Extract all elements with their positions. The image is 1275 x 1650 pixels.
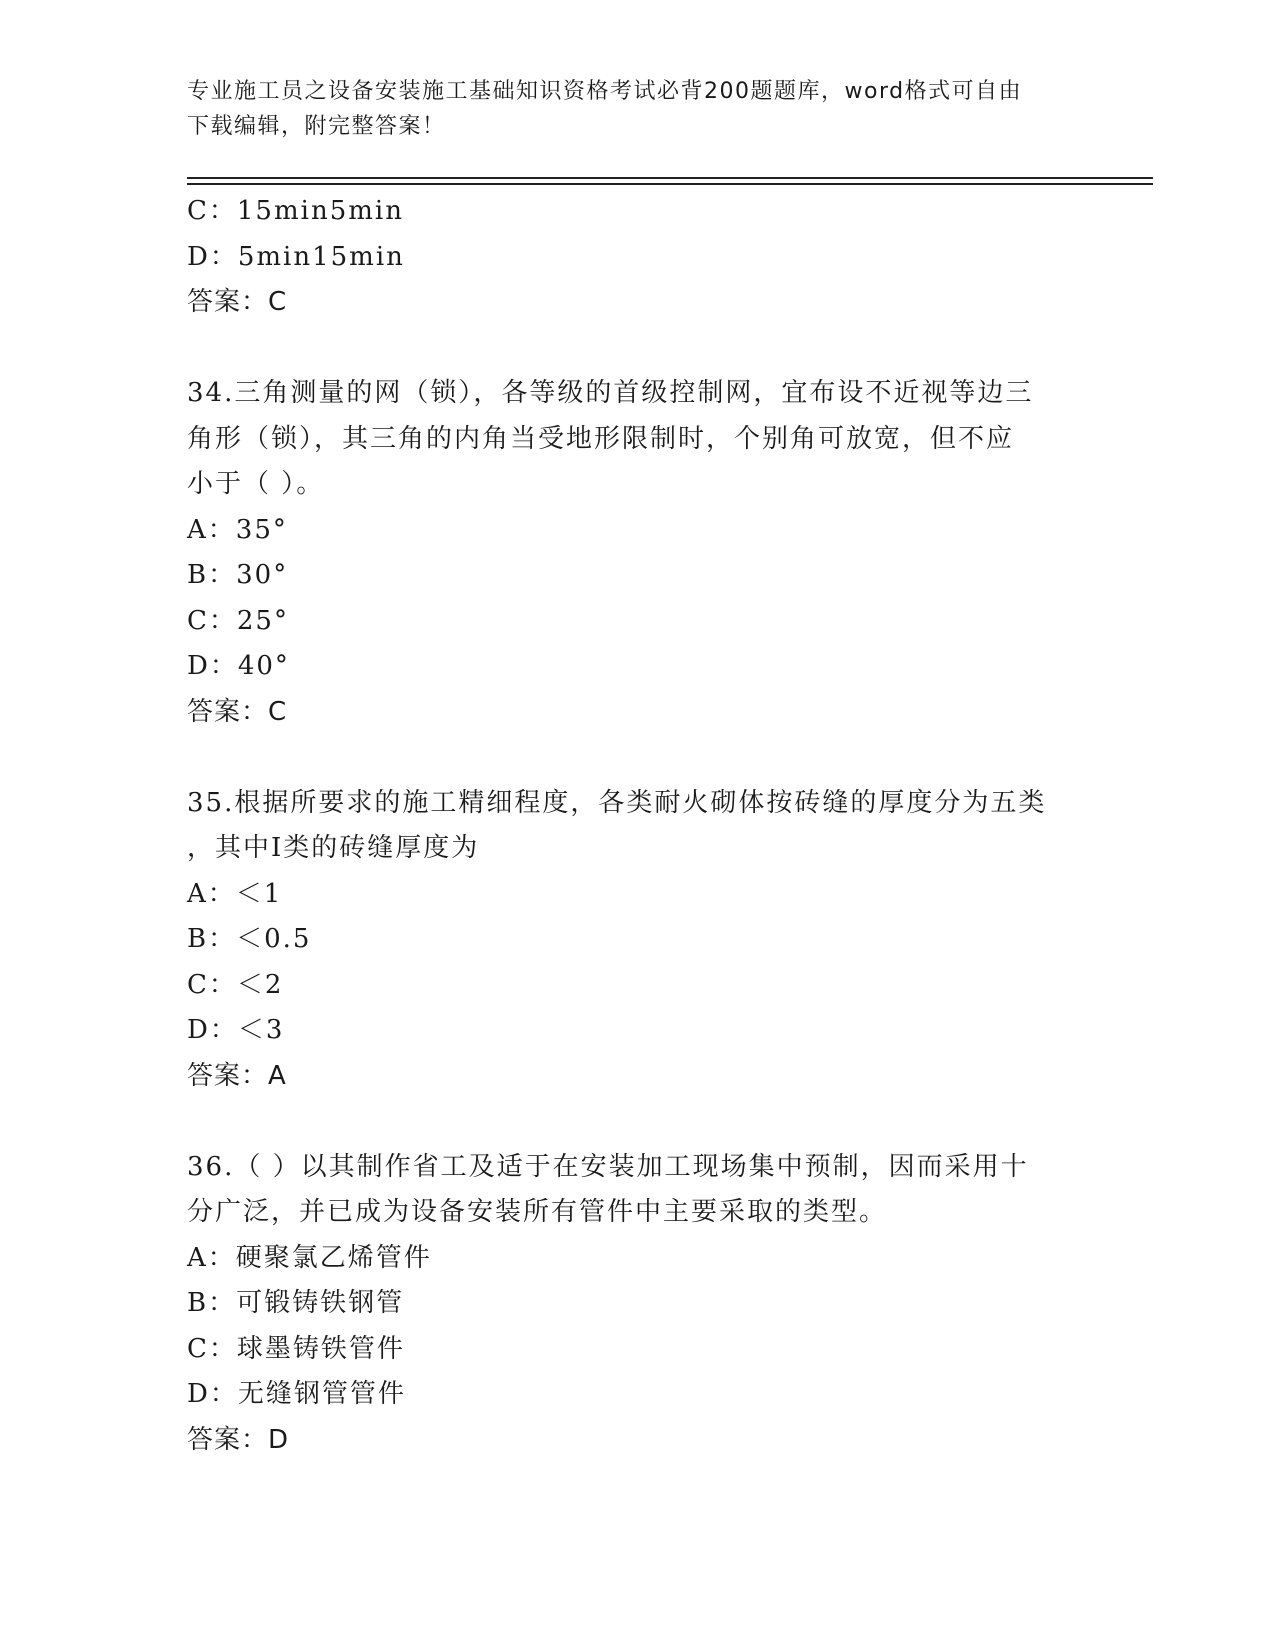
header-divider-bottom	[187, 183, 1153, 185]
option-d: D：5min15min	[187, 241, 405, 272]
answer-line: 答案：A	[187, 1060, 287, 1091]
option-d: D：＜3	[187, 1015, 285, 1045]
question-36	[187, 1145, 1107, 1464]
question-stem-line: 角形（锁），其三角的内角当受地形限制时，个别角可放宽，但不应	[187, 423, 1015, 454]
header-title-line-2: 下载编辑，附完整答案！	[187, 114, 446, 139]
option-b: B：可锻铸铁钢管	[187, 1288, 405, 1318]
spacer	[187, 735, 1107, 781]
option-c: C：25°	[187, 605, 289, 636]
question-stem-line: ，其中Ⅰ类的砖缝厚度为	[187, 833, 480, 863]
option-c: C：球墨铸铁管件	[187, 1333, 405, 1364]
option-c: C：15min5min	[187, 196, 404, 226]
header-divider-top	[187, 177, 1153, 179]
question-stem-line: 34.三角测量的网（锁），各等级的首级控制网，宜布设不近视等边三	[187, 378, 1034, 408]
answer-line: 答案：C	[187, 696, 288, 727]
option-a: A：35°	[187, 514, 288, 545]
option-b: B：＜0.5	[187, 924, 312, 954]
spacer	[187, 1099, 1107, 1145]
question-stem-line: 小于（ ）。	[187, 469, 325, 499]
option-d: D：无缝钢管管件	[187, 1379, 406, 1409]
option-a: A：＜1	[187, 878, 283, 909]
question-content	[187, 189, 1107, 1463]
answer-line: 答案：D	[187, 1424, 290, 1455]
option-d: D：40°	[187, 651, 290, 681]
question-stem-line: 35.根据所要求的施工精细程度，各类耐火砌体按砖缝的厚度分为五类	[187, 787, 1047, 818]
option-a: A：硬聚氯乙烯管件	[187, 1242, 432, 1273]
question-34	[187, 371, 1107, 735]
spacer	[187, 326, 1107, 372]
answer-line: 答案：C	[187, 287, 288, 317]
question-stem-line: 36.（ ）以其制作省工及适于在安装加工现场集中预制，因而采用十	[187, 1151, 1029, 1182]
option-b: B：30°	[187, 560, 289, 590]
document-header	[187, 74, 1087, 144]
question-35	[187, 781, 1107, 1100]
question-stem-line: 分广泛，并已成为设备安装所有管件中主要采取的类型。	[187, 1197, 888, 1227]
header-title-line-1: 专业施工员之设备安装施工基础知识资格考试必背200题题库，word格式可自由	[187, 79, 1023, 104]
option-c: C：＜2	[187, 969, 284, 1000]
